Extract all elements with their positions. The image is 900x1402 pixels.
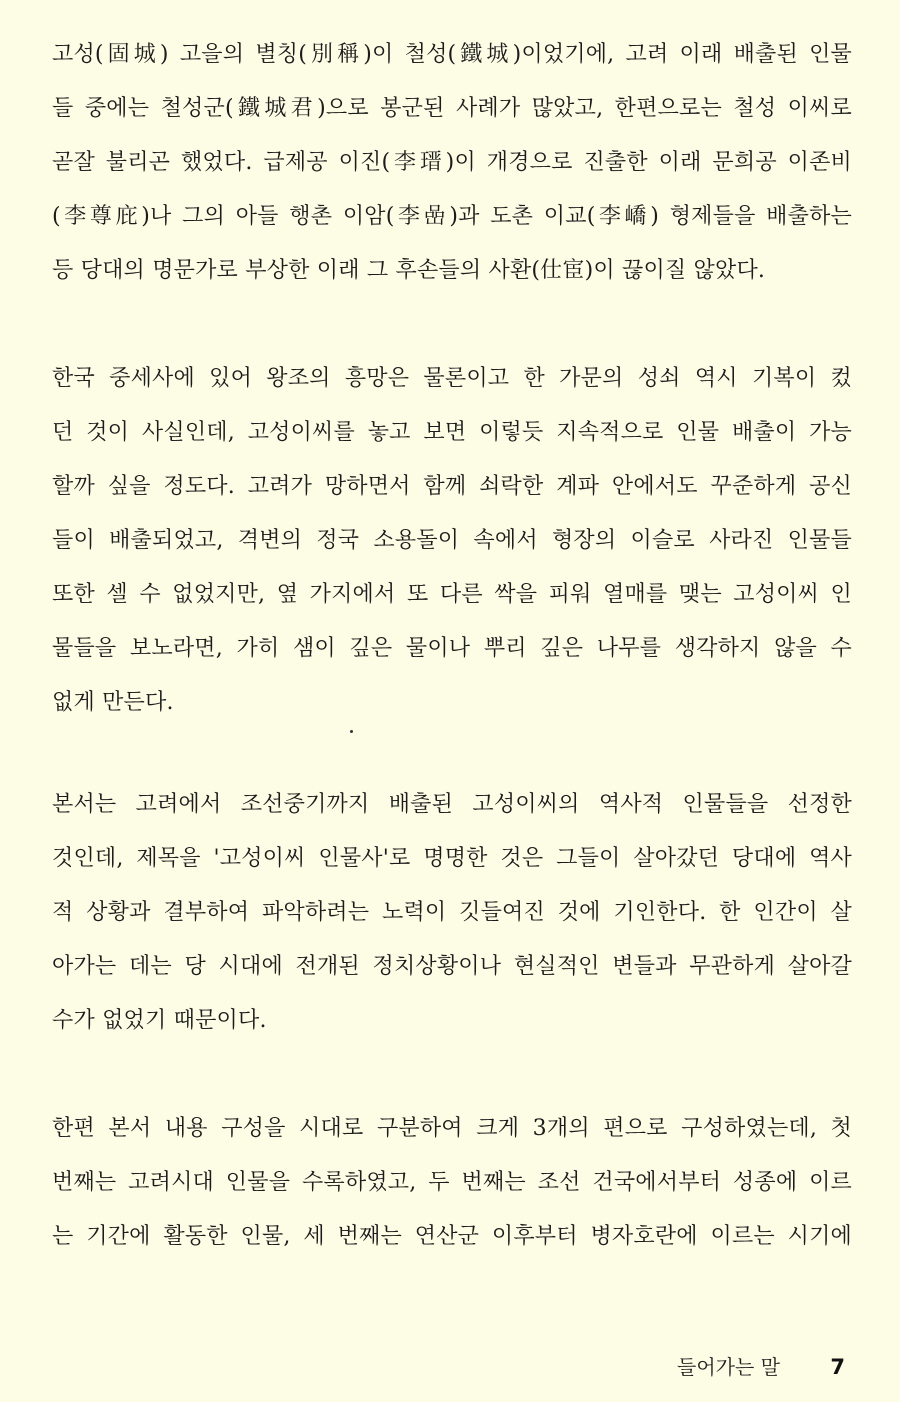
text-line: 번째는 고려시대 인물을 수록하였고, 두 번째는 조선 건국에서부터 성종에 이르 bbox=[52, 1170, 852, 1195]
stray-dot bbox=[350, 730, 353, 733]
text-line: (李尊庇)나 그의 아들 행촌 이암(李嵒)과 도촌 이교(李嶠) 형제들을 배출하는 bbox=[52, 204, 852, 229]
text-line: 것인데, 제목을 '고성이씨 인물사'로 명명한 것은 그들이 살아갔던 당대에 역사 bbox=[52, 846, 852, 871]
text-line: 한국 중세사에 있어 왕조의 흥망은 물론이고 한 가문의 성쇠 역시 기복이 컸 bbox=[52, 366, 852, 391]
text-line: 본서는 고려에서 조선중기까지 배출된 고성이씨의 역사적 인물들을 선정한 bbox=[52, 792, 852, 817]
text-line: 들이 배출되었고, 격변의 정국 소용돌이 속에서 형장의 이슬로 사라진 인물들 bbox=[52, 528, 852, 553]
text-line: 는 기간에 활동한 인물, 세 번째는 연산군 이후부터 병자호란에 이르는 시기에 bbox=[52, 1224, 852, 1249]
text-line: 고성(固城) 고을의 별칭(別稱)이 철성(鐵城)이었기에, 고려 이래 배출된 인물 bbox=[52, 42, 852, 67]
paragraph-4 bbox=[52, 1102, 852, 1264]
page-number: 7 bbox=[830, 1355, 845, 1379]
paragraph-2 bbox=[52, 352, 852, 730]
page-footer bbox=[0, 1352, 900, 1382]
text-line: 할까 싶을 정도다. 고려가 망하면서 함께 쇠락한 계파 안에서도 꾸준하게 공신 bbox=[52, 474, 852, 499]
text-line: 수가 없었기 때문이다. bbox=[52, 1008, 267, 1033]
text-line: 한편 본서 내용 구성을 시대로 구분하여 크게 3개의 편으로 구성하였는데, 첫 bbox=[52, 1116, 852, 1141]
running-footer-title: 들어가는 말 bbox=[677, 1355, 780, 1379]
paragraph-1 bbox=[52, 28, 852, 298]
text-line: 들 중에는 철성군(鐵城君)으로 봉군된 사례가 많았고, 한편으로는 철성 이씨로 bbox=[52, 96, 852, 121]
text-line: 아가는 데는 당 시대에 전개된 정치상황이나 현실적인 변들과 무관하게 살아갈 bbox=[52, 954, 852, 979]
paragraph-3 bbox=[52, 778, 852, 1048]
text-line: 물들을 보노라면, 가히 샘이 깊은 물이나 뿌리 깊은 나무를 생각하지 않을 수 bbox=[52, 636, 852, 661]
text-line: 등 당대의 명문가로 부상한 이래 그 후손들의 사환(仕宦)이 끊이질 않았다. bbox=[52, 258, 766, 283]
text-line: 던 것이 사실인데, 고성이씨를 놓고 보면 이렇듯 지속적으로 인물 배출이 가능 bbox=[52, 420, 852, 445]
text-line: 없게 만든다. bbox=[52, 690, 174, 715]
text-line: 곧잘 불리곤 했었다. 급제공 이진(李瑨)이 개경으로 진출한 이래 문희공 이존비 bbox=[52, 150, 852, 175]
text-line: 또한 셀 수 없었지만, 옆 가지에서 또 다른 싹을 피워 열매를 맺는 고성이씨 인 bbox=[52, 582, 852, 607]
text-line: 적 상황과 결부하여 파악하려는 노력이 깃들여진 것에 기인한다. 한 인간이 살 bbox=[52, 900, 852, 925]
